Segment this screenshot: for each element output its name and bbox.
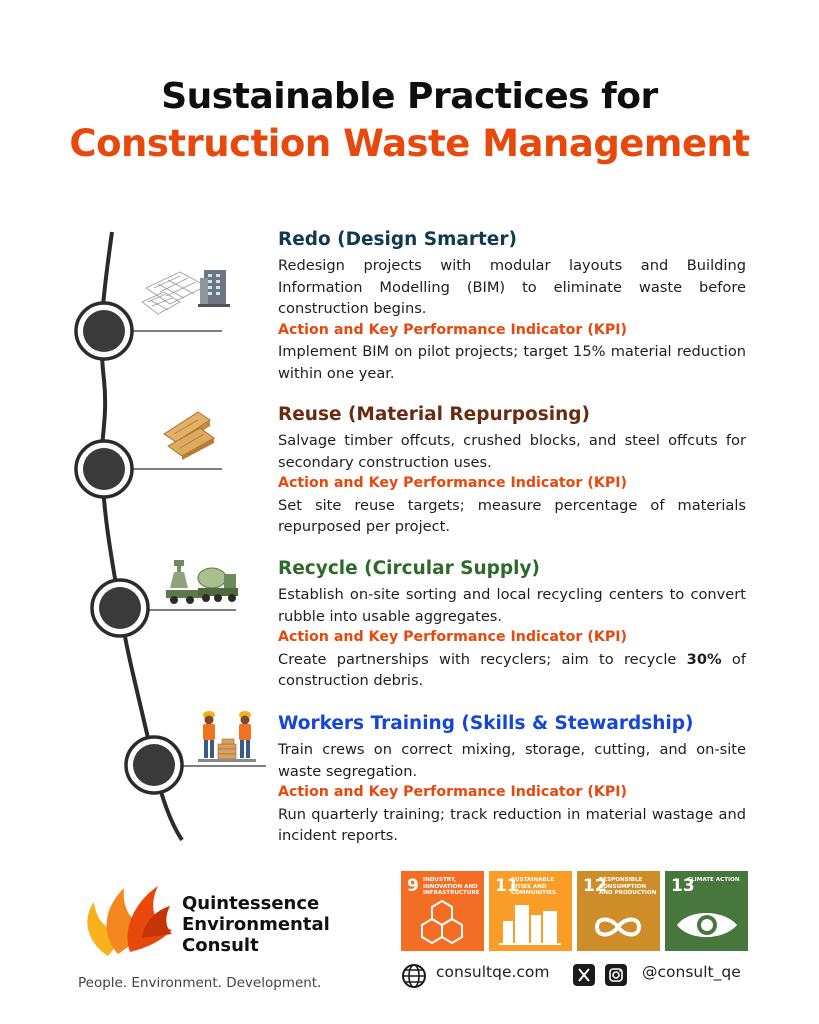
sdg-12-tile (577, 871, 660, 951)
section-reuse (278, 403, 746, 538)
kpi-text-part: Create partnerships with recyclers; aim to recycle (278, 650, 687, 668)
infinity-icon (577, 871, 660, 951)
page-title-line2: Construction Waste Management (69, 122, 750, 165)
cubes-icon (401, 871, 484, 951)
kpi-text: Implement BIM on pilot projects; target 15% material reduction within one year. (278, 343, 746, 382)
kpi-label: Action and Key Performance Indicator (KPI) (278, 629, 627, 645)
kpi-text: Run quarterly training; track reduction in material wastage and incident reports. (278, 805, 746, 844)
timeline-node-3 (92, 580, 148, 636)
section-training (278, 712, 746, 847)
kpi-text: Set site reuse targets; measure percentage of materials repurposed per project. (278, 496, 746, 535)
sdg-label: SUSTAINABLE CITIES AND COMMUNITIES (511, 877, 557, 897)
brand-name (182, 893, 330, 956)
sdg-label: INDUSTRY, INNOVATION AND INFRASTRUCTURE (423, 877, 480, 897)
eye-globe-icon (665, 871, 748, 951)
timber-planks-icon (160, 400, 220, 460)
kpi-text (278, 649, 746, 692)
kpi-label: Action and Key Performance Indicator (KPI) (278, 321, 627, 338)
section-title: Redo (Design Smarter) (278, 229, 517, 250)
sdg-number: 9 (407, 876, 419, 896)
brand-line: Consult (182, 935, 259, 956)
timeline-node-1 (76, 303, 132, 359)
globe-icon (401, 963, 427, 989)
kpi-label: Action and Key Performance Indicator (KPI) (278, 475, 627, 491)
section-title: Workers Training (Skills & Stewardship) (278, 713, 694, 734)
brand-line: Quintessence (182, 893, 320, 914)
tagline: People. Environment. Development. (78, 975, 322, 991)
sdg-number: 11 (495, 876, 519, 896)
timeline-node-2 (76, 441, 132, 497)
sdg-label: RESPONSIBLE CONSUMPTION AND PRODUCTION (599, 877, 657, 897)
sdg-11-tile (489, 871, 572, 951)
x-twitter-icon[interactable] (573, 964, 595, 986)
section-description: Redesign projects with modular layouts and Building Information Modelling (BIM) to eliminate waste before construction begins. (278, 257, 746, 317)
social-handle-link[interactable]: @consult_qe (642, 963, 741, 981)
sdg-number: 13 (671, 876, 695, 896)
sdg-9-tile (401, 871, 484, 951)
section-description: Salvage timber offcuts, crushed blocks, and steel offcuts for secondary construction uses. (278, 432, 746, 471)
blueprint-building-icon (140, 258, 232, 320)
kpi-highlight: 30% (686, 650, 722, 668)
recycling-plant-truck-icon (160, 554, 240, 606)
website-link[interactable]: consultqe.com (436, 963, 550, 981)
kpi-label: Action and Key Performance Indicator (KPI) (278, 784, 627, 800)
section-description: Train crews on correct mixing, storage, cutting, and on-site waste segregation. (278, 741, 746, 780)
sdg-number: 12 (583, 876, 607, 896)
section-recycle (278, 557, 746, 692)
brand-line: Environmental (182, 914, 330, 935)
company-logo-icon (78, 872, 174, 958)
section-redo (278, 228, 746, 384)
timeline-node-4 (126, 737, 182, 793)
kpi-text-part: of construction debris. (278, 650, 746, 689)
sdg-13-tile (665, 871, 748, 951)
page-title-line1: Sustainable Practices for (161, 76, 658, 117)
instagram-icon[interactable] (605, 964, 627, 986)
section-title: Reuse (Material Repurposing) (278, 404, 590, 425)
section-description: Establish on-site sorting and local recycling centers to convert rubble into usable aggregates. (278, 586, 746, 625)
sdg-label: CLIMATE ACTION (687, 877, 740, 883)
construction-workers-icon (196, 708, 258, 766)
section-title: Recycle (Circular Supply) (278, 558, 540, 579)
city-buildings-icon (489, 871, 572, 951)
